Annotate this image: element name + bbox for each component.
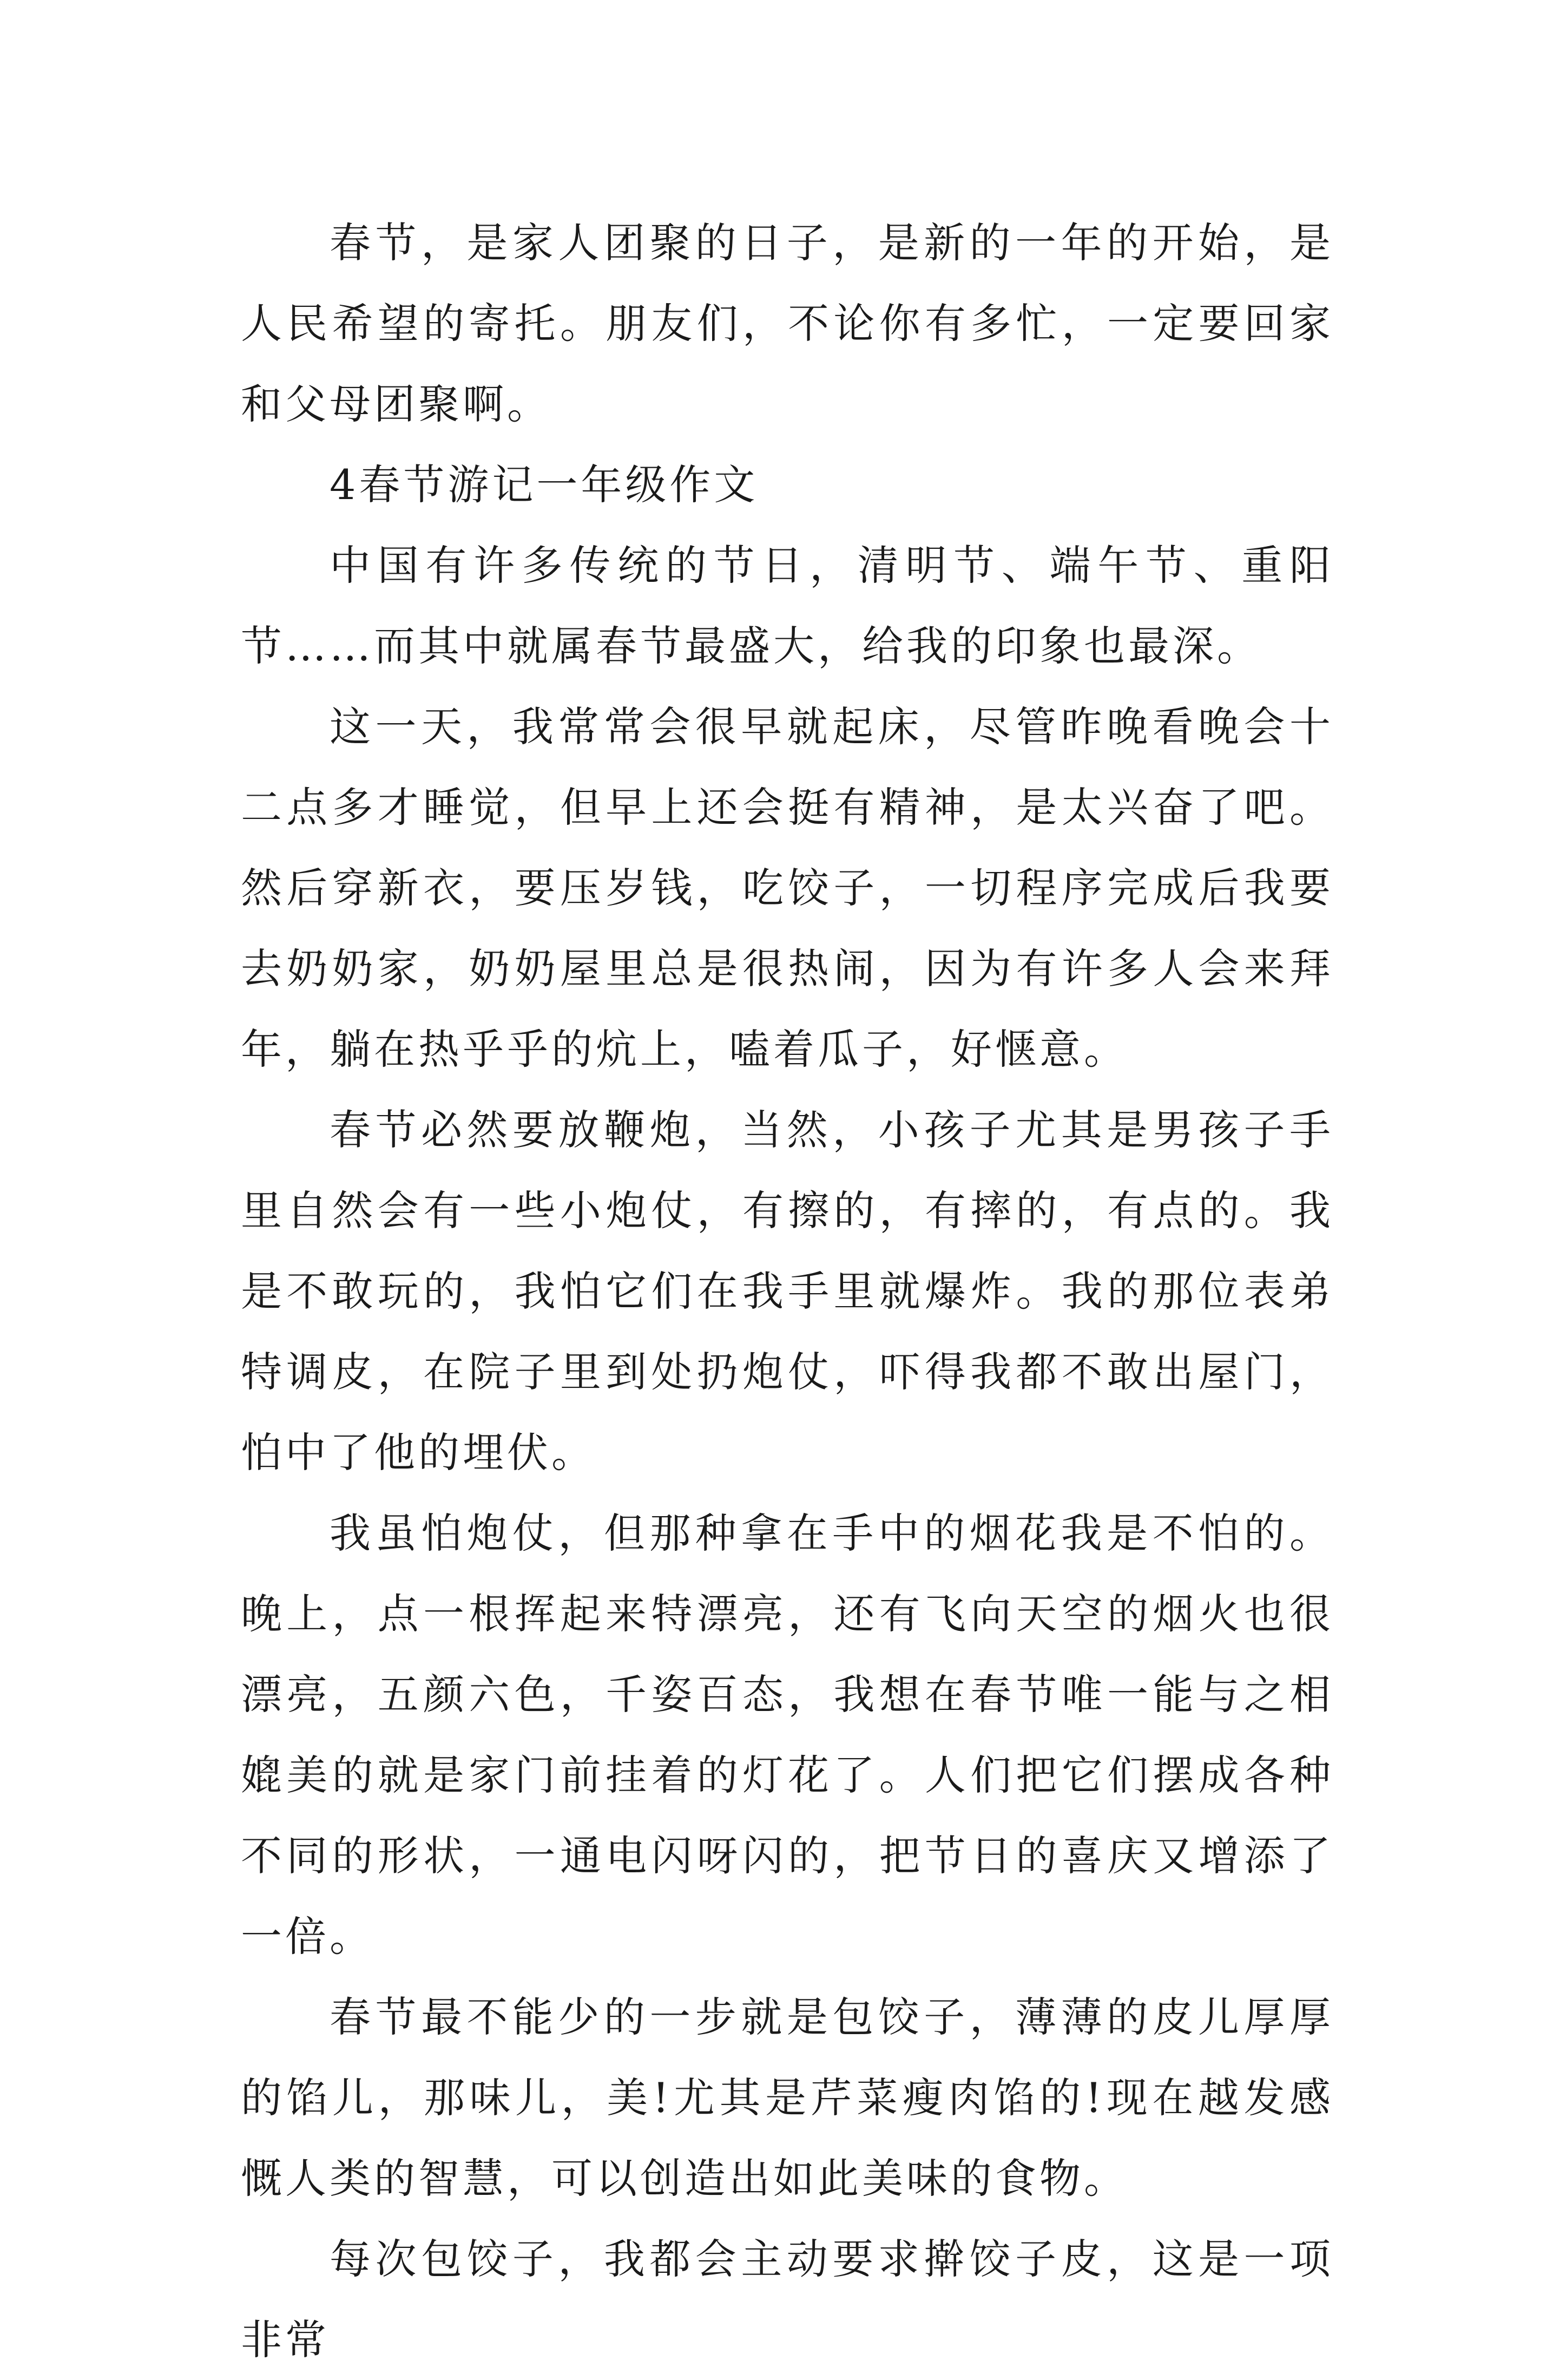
body-text	[241, 202, 1334, 2380]
paragraph-dumplings: 春节最不能少的一步就是包饺子，薄薄的皮儿厚厚的馅儿，那味儿，美!尤其是芹菜瘦肉馅的!现在越发感慨人类的智慧，可以创造出如此美味的食物。	[241, 1993, 1334, 2202]
paragraph-traditional-festivals: 中国有许多传统的节日，清明节、端午节、重阳节……而其中就属春节最盛大，给我的印象也最深。	[241, 541, 1334, 670]
paragraph-rolling-wrappers: 每次包饺子，我都会主动要求擀饺子皮，这是一项非常	[241, 2235, 1334, 2364]
paragraph-family-reunion: 春节，是家人团聚的日子，是新的一年的开始，是人民希望的寄托。朋友们，不论你有多忙，一定要回家和父母团聚啊。	[241, 219, 1334, 428]
essay-title: 4春节游记一年级作文	[330, 461, 759, 509]
paragraph-firecrackers: 春节必然要放鞭炮，当然，小孩子尤其是男孩子手里自然会有一些小炮仗，有擦的，有摔的，有点的。我是不敢玩的，我怕它们在我手里就爆炸。我的那位表弟特调皮，在院子里到处扔炮仗，吓得我都不敢出屋门，怕中了他的埋伏。	[241, 1106, 1334, 1477]
paragraph-fireworks-lanterns: 我虽怕炮仗，但那种拿在手中的烟花我是不怕的。晚上，点一根挥起来特漂亮，还有飞向天空的烟火也很漂亮，五颜六色，千姿百态，我想在春节唯一能与之相媲美的就是家门前挂着的灯花了。人们把它们摆成各种不同的形状，一通电闪呀闪的，把节日的喜庆又增添了一倍。	[241, 1509, 1334, 1961]
paragraph-new-year-morning: 这一天，我常常会很早就起床，尽管昨晚看晚会十二点多才睡觉，但早上还会挺有精神，是太兴奋了吧。然后穿新衣，要压岁钱，吃饺子，一切程序完成后我要去奶奶家，奶奶屋里总是很热闹，因为有许多人会来拜年，躺在热乎乎的炕上，嗑着瓜子，好惬意。	[241, 703, 1334, 1073]
